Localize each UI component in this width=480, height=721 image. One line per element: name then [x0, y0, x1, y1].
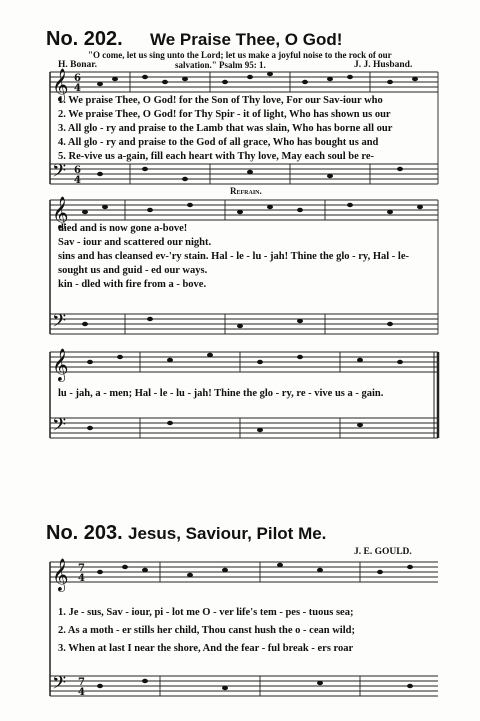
staff-202-3-bass: [50, 418, 438, 438]
hymn-202-epigraph-line1: "O come, let us sing unto the Lord; let us make a joyful noise to the rock of our: [88, 50, 392, 60]
verse-line: 2. We praise Thee, O God! for Thy Spir - it of light, Who has shown us our: [58, 109, 391, 120]
svg-text:6: 6: [74, 73, 81, 84]
staff-202-2-bass: [50, 314, 438, 334]
staff-202-2-treble: [50, 200, 438, 220]
verse-line: 2. As a moth - er stills her child, Thou canst hush the o - cean wild;: [58, 625, 355, 636]
verse-line: kin - dled with fire from a - bove.: [58, 279, 207, 290]
hymn-202-verses: [58, 94, 392, 164]
svg-text:4: 4: [74, 175, 81, 186]
hymn-202-number: No. 202.: [46, 28, 123, 50]
refrain-end-lyric: lu - jah, a - men; Hal - le - lu - jah! Thine the glo - ry, re - vive us a - gain.: [58, 388, 384, 399]
staff-202-3-treble: [50, 352, 438, 372]
treble-clef-icon: 𝄞: [52, 558, 69, 591]
hymn-203-verses: [58, 604, 355, 658]
notes: [82, 72, 423, 690]
staff-203-bass: [50, 676, 438, 696]
bass-clef-icon: 𝄢: [52, 161, 67, 186]
hymn-202-title: We Praise Thee, O God!: [150, 30, 343, 49]
svg-text:7: 7: [78, 563, 85, 574]
svg-text:4: 4: [78, 573, 85, 584]
verse-line: 1. We praise Thee, O God! for the Son of Thy love, For our Sav-iour who: [58, 95, 383, 106]
verse-line: 3. When at last I near the shore, And the fear - ful break - ers roar: [58, 643, 354, 654]
verse-line: died and is now gone a-bove!: [58, 223, 188, 234]
verse-line: 1. Je - sus, Sav - iour, pi - lot me O - ver life's tem - pes - tuous sea;: [58, 607, 354, 618]
svg-text:4: 4: [78, 687, 85, 698]
staff-202-1-treble: [50, 72, 438, 92]
verse-line: 5. Re-vive us a-gain, fill each heart with Thy love, May each soul be re-: [58, 151, 375, 162]
hymn-203-composer: J. E. GOULD.: [354, 547, 412, 557]
refrain-label: Refrain.: [230, 186, 262, 196]
treble-clef-icon: 𝄞: [52, 68, 69, 101]
bass-clef-icon: 𝄢: [52, 673, 67, 698]
verse-line: sins and has cleansed ev-'ry stain. Hal - le - lu - jah! Thine the glo - ry, Hal - le-: [58, 251, 409, 262]
hymn-203-number: No. 203.: [46, 522, 123, 544]
treble-clef-icon: 𝄞: [52, 348, 69, 381]
staff-202-1-bass: [50, 164, 438, 184]
svg-text:4: 4: [74, 83, 81, 94]
hymn-202-composer: J. J. Husband.: [354, 60, 413, 70]
verse-line: Sav - iour and scattered our night.: [58, 237, 212, 248]
hymn-202-epigraph-line2: salvation." Psalm 95: 1.: [175, 60, 266, 70]
verse-line: sought us and guid - ed our ways.: [58, 265, 208, 276]
verse-line: 4. All glo - ry and praise to the God of all grace, Who has bought us and: [58, 137, 379, 148]
bass-clef-icon: 𝄢: [52, 415, 67, 440]
treble-clef-icon: 𝄞: [52, 196, 69, 229]
hymn-202-author: H. Bonar.: [58, 60, 97, 70]
svg-text:7: 7: [78, 677, 85, 688]
verse-line: 3. All glo - ry and praise to the Lamb that was slain, Who has borne all our: [58, 123, 393, 134]
svg-text:6: 6: [74, 165, 81, 176]
hymn-202-continuation: [58, 222, 409, 292]
bass-clef-icon: 𝄢: [52, 311, 67, 336]
hymn-203-title: Jesus, Saviour, Pilot Me.: [128, 524, 327, 543]
